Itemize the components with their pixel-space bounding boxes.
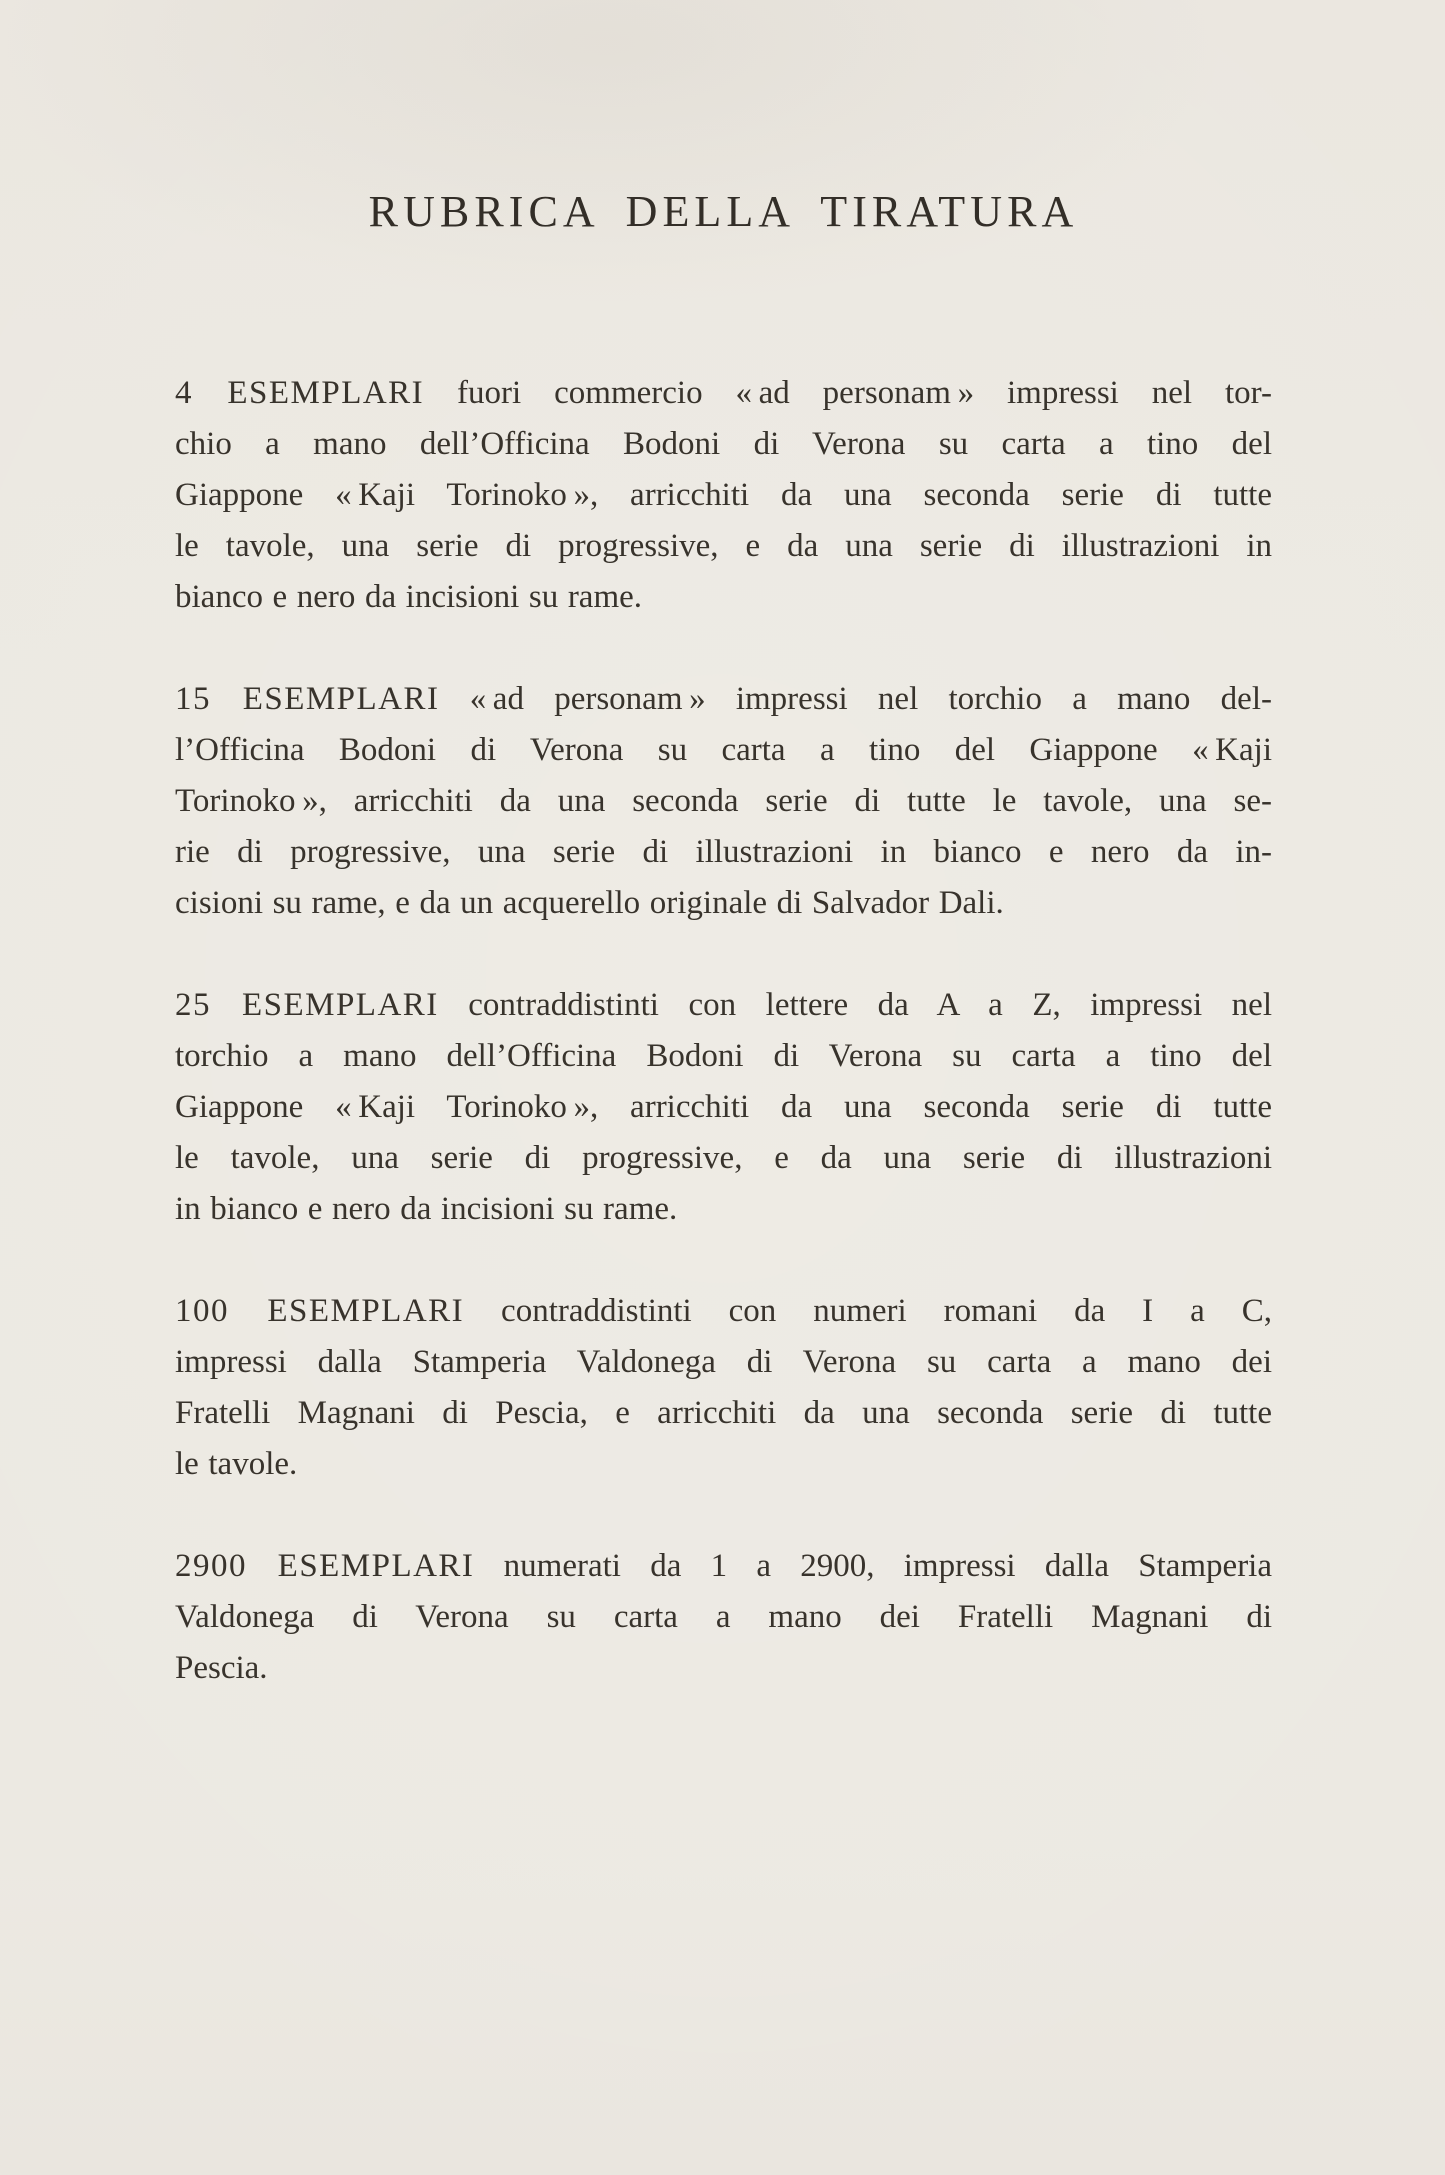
edition-count-lead: 15 ESEMPLARI: [175, 681, 440, 717]
paragraph: [175, 674, 1272, 929]
text-line: Giappone « Kaji Torinoko », arricchiti da una seconda serie di tutte: [175, 1089, 1272, 1125]
text-line: Giappone « Kaji Torinoko », arricchiti da una seconda serie di tutte: [175, 477, 1272, 513]
edition-count-lead: 100 ESEMPLARI: [175, 1293, 465, 1329]
text-line: Valdonega di Verona su carta a mano dei Fratelli Magnani di: [175, 1599, 1272, 1635]
paragraph: [175, 368, 1272, 623]
edition-count-lead: 4 ESEMPLARI: [175, 375, 425, 411]
text-line: in bianco e nero da incisioni su rame.: [175, 1191, 678, 1227]
text-line: chio a mano dell’Officina Bodoni di Verona su carta a tino del: [175, 426, 1272, 462]
text-line: le tavole, una serie di progressive, e da una serie di illustrazioni: [175, 1140, 1272, 1176]
text-line: le tavole, una serie di progressive, e da una serie di illustrazioni in: [175, 528, 1272, 564]
paragraph: [175, 1541, 1272, 1694]
text-line: 15 ESEMPLARI « ad personam » impressi nel torchio a mano del-: [175, 681, 1272, 717]
edition-count-lead: 25 ESEMPLARI: [175, 987, 439, 1023]
text-line: 25 ESEMPLARI contraddistinti con lettere da A a Z, impressi nel: [175, 987, 1272, 1023]
text-line: Fratelli Magnani di Pescia, e arricchiti da una seconda serie di tutte: [175, 1395, 1272, 1431]
text-line: 4 ESEMPLARI fuori commercio « ad personam » impressi nel tor-: [175, 375, 1272, 411]
text-line: Torinoko », arricchiti da una seconda serie di tutte le tavole, una se-: [175, 783, 1272, 819]
text-line: 2900 ESEMPLARI numerati da 1 a 2900, impressi dalla Stamperia: [175, 1548, 1273, 1584]
text-line: rie di progressive, una serie di illustrazioni in bianco e nero da in-: [175, 834, 1272, 870]
text-line: 100 ESEMPLARI contraddistinti con numeri romani da I a C,: [175, 1293, 1272, 1329]
edition-count-lead: 2900 ESEMPLARI: [175, 1548, 475, 1584]
text-line: torchio a mano dell’Officina Bodoni di Verona su carta a tino del: [175, 1038, 1272, 1074]
text-line: bianco e nero da incisioni su rame.: [175, 579, 643, 615]
text-line: Pescia.: [175, 1650, 268, 1686]
text-line: l’Officina Bodoni di Verona su carta a tino del Giappone « Kaji: [175, 732, 1272, 768]
paragraph: [175, 1286, 1272, 1490]
page-title: RUBRICA DELLA TIRATURA: [368, 187, 1079, 236]
text-line: impressi dalla Stamperia Valdonega di Verona su carta a mano dei: [175, 1344, 1272, 1380]
text-line: le tavole.: [175, 1446, 298, 1482]
paragraph: [175, 980, 1272, 1235]
text-line: cisioni su rame, e da un acquerello originale di Salvador Dali.: [175, 885, 1004, 921]
text-block: [175, 368, 1272, 1694]
